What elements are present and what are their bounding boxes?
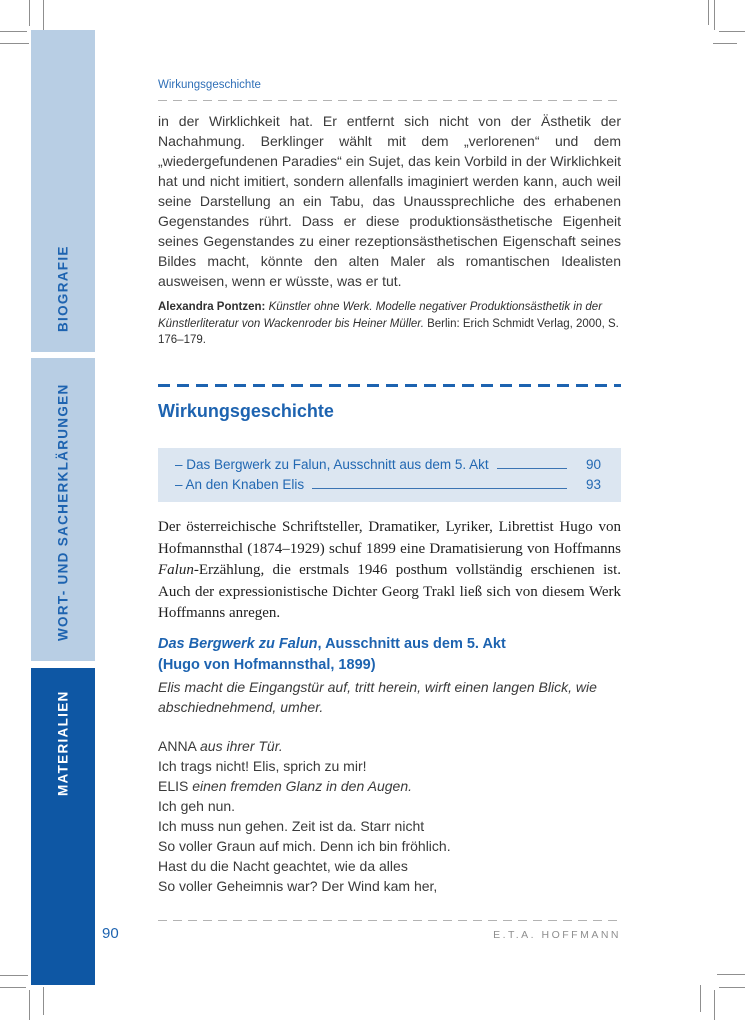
sidebar-tab-label: BIOGRAFIE bbox=[55, 245, 71, 332]
dialogue-line bbox=[158, 876, 621, 896]
page-number: 90 bbox=[102, 925, 119, 942]
intro-text-pre: Der österreichische Schriftsteller, Dramatiker, Lyriker, Librettist Hugo von Hofmannsthal (1874–1929) schuf 1899 eine Dramatisierung von Hoffmanns bbox=[158, 519, 621, 557]
stage-direction-inline: einen fremden Glanz in den Augen. bbox=[192, 778, 412, 794]
toc-entry-label: – An den Knaben Elis bbox=[175, 477, 305, 492]
excerpt-heading bbox=[158, 634, 621, 676]
crop-mark bbox=[719, 31, 745, 32]
crop-mark bbox=[43, 987, 44, 1015]
footer-divider bbox=[158, 920, 621, 921]
citation-title: Künstler ohne Werk. Modelle negativer Produktionsästhetik in der Künstlerliteratur von Wackenroder bis Heiner Müller. bbox=[158, 301, 603, 330]
intro-paragraph bbox=[158, 517, 621, 625]
dialogue-line bbox=[158, 836, 621, 856]
excerpt-title-rest: , Ausschnitt aus dem 5. Akt bbox=[317, 636, 506, 652]
crop-mark bbox=[29, 0, 30, 26]
stage-direction: Elis macht die Eingangstür auf, tritt herein, wirft einen langen Blick, wie abschiednehmend, umher. bbox=[158, 679, 597, 715]
toc-entry-page: 90 bbox=[585, 457, 601, 472]
stage-direction-inline: aus ihrer Tür. bbox=[200, 738, 283, 754]
crop-mark bbox=[0, 975, 28, 976]
sidebar-tab-wort-und-sacherklaerungen[interactable] bbox=[31, 358, 95, 661]
toc-leader-line bbox=[312, 488, 567, 489]
toc-entry-knaben-elis[interactable] bbox=[175, 475, 601, 495]
crop-mark bbox=[0, 31, 27, 32]
quote-paragraph: in der Wirklichkeit hat. Er entfernt sich nicht von der Ästhetik der Nachahmung. Berklinger wählt mit dem „verlorenen“ und dem „wiedergefundenen Paradies“ ein Sujet, das kein Vorbild in der Wirklichkeit hat und nicht imitiert, sondern allenfalls imaginiert werden kann, auch weil seine Darstellung an ein Tabu, das Unaussprechliche des erhabenen Gegenstandes rührt. Dass er diese produktionsästhetische Eigenheit seines Gegenstandes zu einer rezeptionsästhetischen Eigenschaft seines Bildes macht, könnte den alten Maler als romantischen Idealisten ausweisen, wenn er wüsste, was er tut. bbox=[158, 113, 621, 289]
crop-mark bbox=[719, 987, 745, 988]
crop-mark bbox=[713, 43, 737, 44]
crop-mark bbox=[708, 0, 709, 25]
crop-mark bbox=[43, 0, 44, 32]
dialogue-line bbox=[158, 856, 621, 876]
crop-mark bbox=[714, 0, 715, 30]
section-toc bbox=[158, 448, 621, 502]
excerpt-author-year: (Hugo von Hofmannsthal, 1899) bbox=[158, 657, 376, 673]
toc-entry-page: 93 bbox=[585, 477, 601, 492]
dialogue-line bbox=[158, 756, 621, 776]
sidebar-tab-label: MATERIALIEN bbox=[55, 690, 71, 796]
dialogue-block bbox=[158, 736, 621, 896]
running-head: Wirkungsgeschichte bbox=[158, 79, 261, 91]
toc-leader-line bbox=[497, 468, 567, 469]
intro-work-title: Falun bbox=[158, 562, 194, 578]
toc-entry-label: – Das Bergwerk zu Falun, Ausschnitt aus dem 5. Akt bbox=[175, 457, 489, 472]
crop-mark bbox=[0, 987, 26, 988]
crop-mark bbox=[29, 990, 30, 1020]
dialogue-line bbox=[158, 776, 621, 796]
section-divider bbox=[158, 384, 621, 387]
citation bbox=[158, 299, 621, 349]
speaker-name: ELIS bbox=[158, 778, 193, 794]
sidebar-tab-biografie[interactable] bbox=[31, 30, 95, 352]
sidebar-tab-materialien[interactable] bbox=[31, 668, 95, 985]
dialogue-line bbox=[158, 796, 621, 816]
intro-text-post: -Erzählung, die erstmals 1946 posthum vollständig erschienen ist. Auch der expressionistische Dichter Georg Trakl ließ sich von diesem Werk Hoffmanns anregen. bbox=[158, 562, 621, 621]
header-divider bbox=[158, 100, 621, 101]
dialogue-text: Hast du die Nacht geachtet, wie da alles bbox=[158, 858, 408, 874]
crop-mark bbox=[0, 43, 29, 44]
dialogue-text: Ich trags nicht! Elis, sprich zu mir! bbox=[158, 758, 367, 774]
dialogue-line bbox=[158, 816, 621, 836]
section-heading: Wirkungsgeschichte bbox=[158, 401, 334, 421]
toc-entry-bergwerk[interactable] bbox=[175, 455, 601, 475]
speaker-name: ANNA bbox=[158, 738, 201, 754]
crop-mark bbox=[717, 974, 745, 975]
book-series-title: E.T.A. HOFFMANN bbox=[493, 929, 621, 941]
sidebar-tab-label: WORT- UND SACHERKLÄRUNGEN bbox=[55, 383, 71, 641]
dialogue-text: Ich geh nun. bbox=[158, 798, 236, 814]
crop-mark bbox=[714, 990, 715, 1020]
dialogue-text: So voller Graun auf mich. Denn ich bin fröhlich. bbox=[158, 838, 451, 854]
excerpt-title: Das Bergwerk zu Falun bbox=[158, 636, 318, 652]
dialogue-line bbox=[158, 736, 621, 756]
citation-author: Alexandra Pontzen: bbox=[158, 301, 269, 313]
crop-mark bbox=[700, 985, 701, 1012]
citation-publisher: Berlin: Erich Schmidt Verlag, 2000, S. 176–179. bbox=[158, 317, 619, 346]
dialogue-text: Ich muss nun gehen. Zeit ist da. Starr nicht bbox=[158, 818, 425, 834]
dialogue-text: So voller Geheimnis war? Der Wind kam her, bbox=[158, 878, 438, 894]
